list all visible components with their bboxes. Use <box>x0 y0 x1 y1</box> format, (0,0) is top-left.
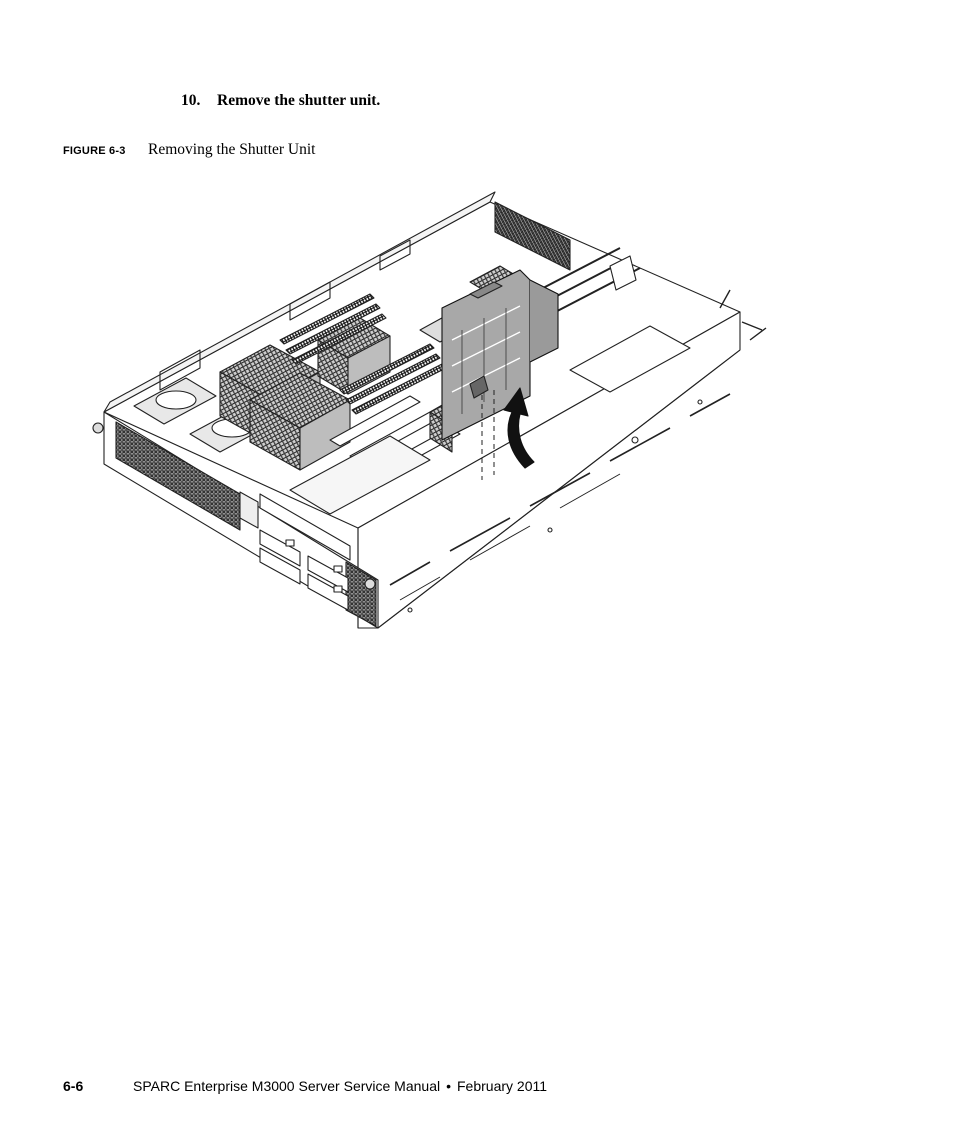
server-illustration <box>90 190 780 640</box>
footer-separator: • <box>446 1078 451 1094</box>
page-number: 6-6 <box>63 1078 84 1094</box>
publication-date: February 2011 <box>457 1078 548 1094</box>
figure-label: FIGURE 6-3 <box>63 145 126 157</box>
procedure-step <box>181 92 380 110</box>
manual-title: SPARC Enterprise M3000 Server Service Manual <box>133 1078 441 1094</box>
figure-title: Removing the Shutter Unit <box>148 141 316 158</box>
step-text: Remove the shutter unit. <box>217 92 381 109</box>
page-footer <box>63 1078 547 1094</box>
step-number: 10. <box>181 92 201 109</box>
figure-caption <box>63 141 315 159</box>
